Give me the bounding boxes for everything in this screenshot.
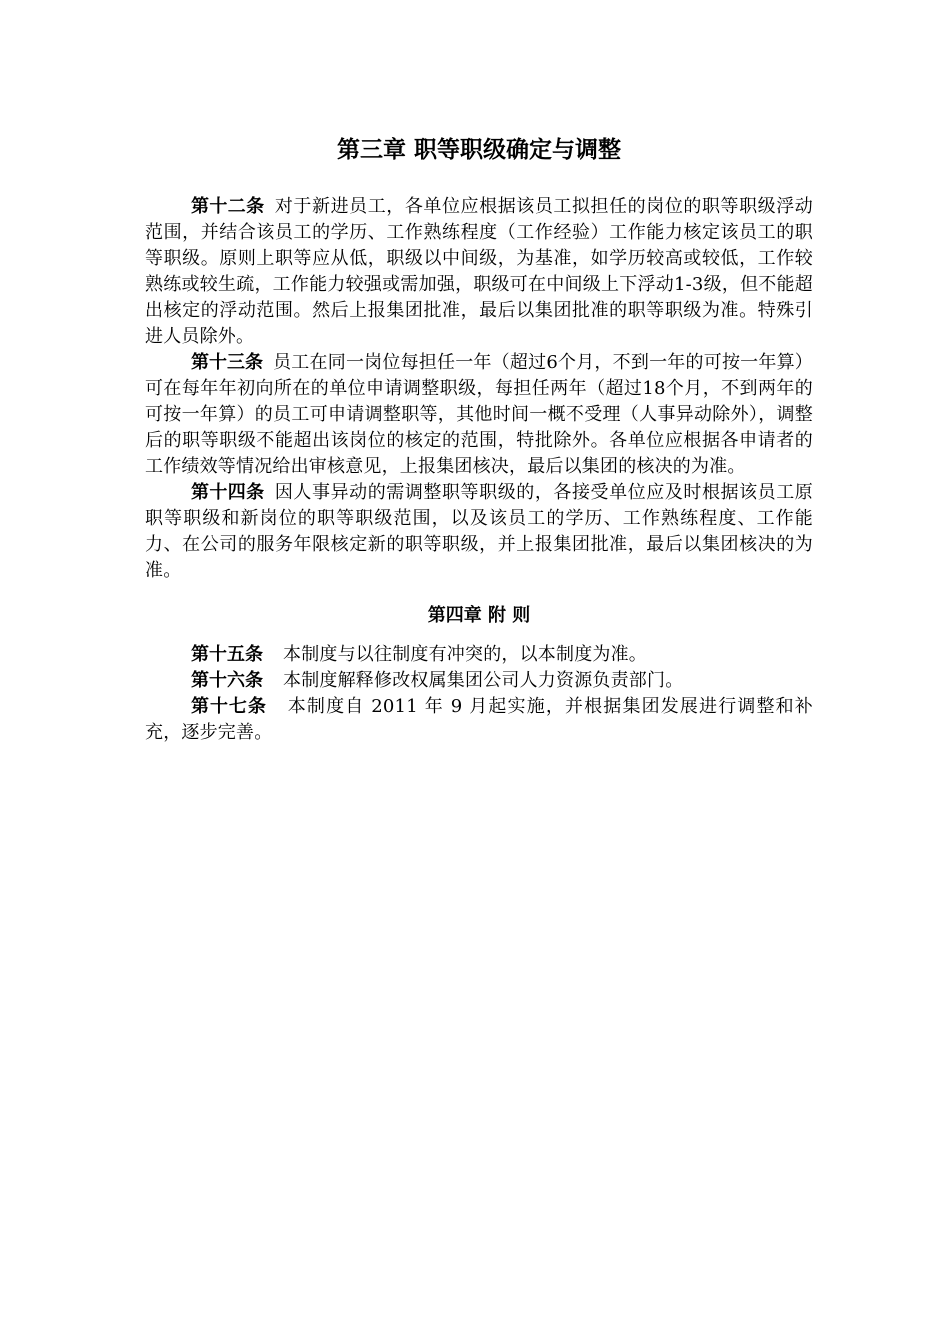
- article-12-text: 对于新进员工，各单位应根据该员工拟担任的岗位的职等职级浮动范围，并结合该员工的学历、工作熟练程度（工作经验）工作能力核定该员工的职等职级。原则上职等应从低，职级以中间级，为基准，如学历较高或较低，工作较熟练或较生疏，工作能力较强或需加强，职级可在中间级上下浮动1-3级，但不能超出核定的浮动范围。然后上报集团批准，最后以集团批准的职等职级为准。特殊引进人员除外。: [145, 196, 814, 347]
- article-16: [145, 668, 813, 694]
- article-13-label: 第十三条: [191, 352, 264, 373]
- article-15: [145, 642, 813, 668]
- article-14: [145, 480, 813, 584]
- article-14-label: 第十四条: [191, 482, 265, 503]
- article-17: [145, 694, 813, 746]
- article-15-text: 本制度与以往制度有冲突的，以本制度为准。: [283, 644, 647, 665]
- article-13: [145, 350, 813, 480]
- article-17-text: 本制度自 2011 年 9 月起实施，并根据集团发展进行调整和补充，逐步完善。: [145, 696, 814, 743]
- article-16-text: 本制度解释修改权属集团公司人力资源负责部门。: [283, 670, 684, 691]
- article-12-label: 第十二条: [191, 196, 265, 217]
- article-14-text: 因人事异动的需调整职等职级的，各接受单位应及时根据该员工原职等职级和新岗位的职等职级范围，以及该员工的学历、工作熟练程度、工作能力、在公司的服务年限核定新的职等职级，并上报集团批准，最后以集团核决的为准。: [145, 482, 814, 581]
- article-13-text: 员工在同一岗位每担任一年（超过6个月，不到一年的可按一年算）可在每年年初向所在的单位申请调整职级，每担任两年（超过18个月，不到两年的可按一年算）的员工可申请调整职等，其他时间一概不受理（人事异动除外），调整后的职等职级不能超出该岗位的核定的范围，特批除外。各单位应根据各申请者的工作绩效等情况给出审核意见，上报集团核决，最后以集团的核决的为准。: [145, 352, 814, 477]
- article-15-label: 第十五条: [191, 644, 263, 665]
- article-16-label: 第十六条: [191, 670, 263, 691]
- document-body: [145, 132, 813, 746]
- article-12: [145, 194, 813, 350]
- article-17-label: 第十七条: [191, 696, 267, 717]
- chapter-3-title: 第三章 职等职级确定与调整: [336, 137, 621, 163]
- chapter-4-title: 第四章 附 则: [427, 605, 531, 626]
